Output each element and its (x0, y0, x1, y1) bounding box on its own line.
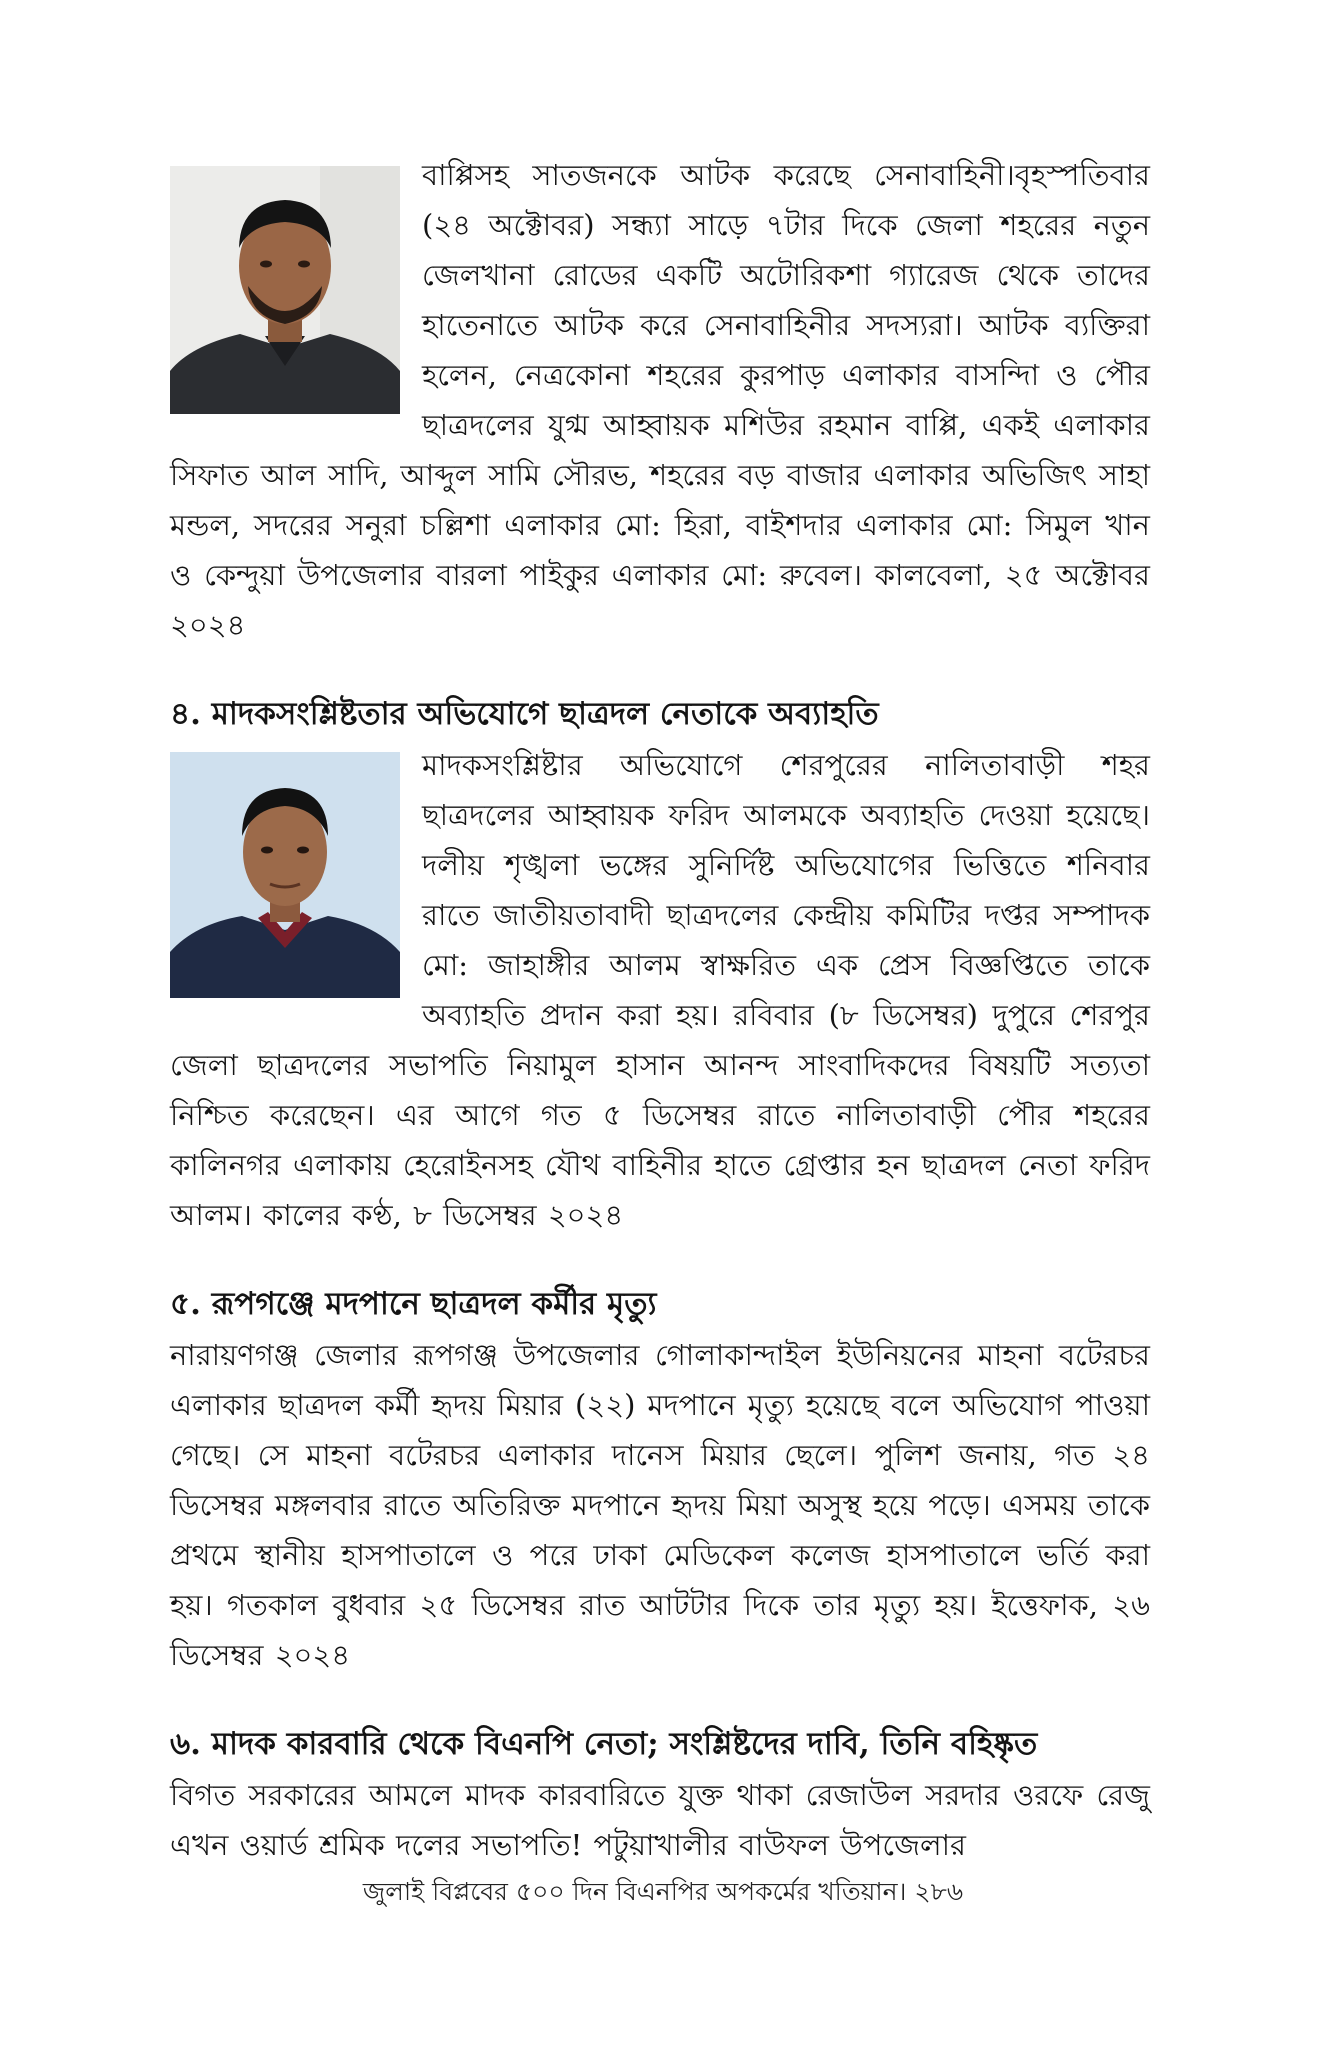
news-item-3-text: বাপ্পিসহ সাতজনকে আটক করেছে সেনাবাহিনী।বৃহস্পতিবার (২৪ অক্টোবর) সন্ধ্যা সাড়ে ৭টার দিকে জেলা শহরের নতুন জেলখানা রোডের একটি অটোরিকশা গ্যারেজ থেকে তাদের হাতেনাতে আটক করে সেনাবাহিনীর সদস্যরা। আটক ব্যক্তিরা হলেন, নেত্রকোনা শহরের কুরপাড় এলাকার বাসন্দিা ও পৌর ছাত্রদলের যুগ্ম আহ্বায়ক মশিউর রহমান বাপ্পি, একই এলাকার সিফাত আল সাদি, আব্দুল সামি সৌরভ, শহরের বড় বাজার এলাকার অভিজিৎ সাহা মন্ডল, সদরের সনুরা চল্লিশা এলাকার মো: হিরা, বাইশদার এলাকার মো: সিমুল খান ও কেন্দুয়া উপজেলার বারলা পাইকুর এলাকার মো: রুবেল। কালবেলা, ২৫ অক্টোবর ২০২৪ (170, 158, 1150, 642)
portrait-photo-2 (170, 752, 400, 998)
news-item-4 (170, 692, 1150, 1240)
news-item-5-headline: ৫. রূপগঞ্জে মদপানে ছাত্রদল কর্মীর মৃত্যু (170, 1286, 657, 1322)
news-item-3-continuation (170, 150, 1150, 650)
news-item-4-text: মাদকসংশ্লিষ্টার অভিযোগে শেরপুরের নালিতাবাড়ী শহর ছাত্রদলের আহ্বায়ক ফরিদ আলমকে অব্যাহতি দেওয়া হয়েছে। দলীয় শৃঙ্খলা ভঙ্গের সুনির্দিষ্ট অভিযোগের ভিত্তিতে শনিবার রাতে জাতীয়তাবাদী ছাত্রদলের কেন্দ্রীয় কমিটির দপ্তর সম্পাদক মো: জাহাঙ্গীর আলম স্বাক্ষরিত এক প্রেস বিজ্ঞপ্তিতে তাকে অব্যাহতি প্রদান করা হয়। রবিবার (৮ ডিসেম্বর) দুপুরে শেরপুর জেলা ছাত্রদলের সভাপতি নিয়ামুল হাসান আনন্দ সাংবাদিকদের বিষয়টি সত্যতা নিশ্চিত করেছেন। এর আগে গত ৫ ডিসেম্বর রাতে নালিতাবাড়ী পৌর শহরের কালিনগর এলাকায় হেরোইনসহ যৌথ বাহিনীর হাতে গ্রেপ্তার হন ছাত্রদল নেতা ফরিদ আলম। কালের কণ্ঠ, ৮ ডিসেম্বর ২০২৪ (170, 748, 1150, 1232)
person-photo-illustration (170, 166, 400, 414)
page-footer: জুলাই বিপ্লবের ৫০০ দিন বিএনপির অপকর্মের খতিয়ান। ২৮৬ (362, 1877, 964, 1906)
article-body (170, 150, 1150, 1870)
news-item-6-text: বিগত সরকারের আমলে মাদক কারবারিতে যুক্ত থাকা রেজাউল সরদার ওরফে রেজু এখন ওয়ার্ড শ্রমিক দলের সভাপতি! পটুয়াখালীর বাউফল উপজেলার (170, 1778, 1150, 1862)
person-photo-illustration (170, 752, 400, 998)
news-item-6 (170, 1722, 1150, 1870)
news-item-6-headline: ৬. মাদক কারবারি থেকে বিএনপি নেতা; সংশ্লিষ্টদের দাবি, তিনি বহিষ্কৃত (170, 1726, 1038, 1762)
news-item-4-headline: ৪. মাদকসংশ্লিষ্টতার অভিযোগে ছাত্রদল নেতাকে অব্যাহতি (170, 696, 879, 732)
news-item-5 (170, 1282, 1150, 1680)
portrait-photo-1 (170, 166, 400, 414)
news-item-5-text: নারায়ণগঞ্জ জেলার রূপগঞ্জ উপজেলার গোলাকান্দাইল ইউনিয়নের মাহনা বটেরচর এলাকার ছাত্রদল কর্মী হৃদয় মিয়ার (২২) মদপানে মৃত্যু হয়েছে বলে অভিযোগ পাওয়া গেছে। সে মাহনা বটেরচর এলাকার দানেস মিয়ার ছেলে। পুলিশ জনায়, গত ২৪ ডিসেম্বর মঙ্গলবার রাতে অতিরিক্ত মদপানে হৃদয় মিয়া অসুস্থ হয়ে পড়ে। এসময় তাকে প্রথমে স্থানীয় হাসপাতালে ও পরে ঢাকা মেডিকেল কলেজ হাসপাতালে ভর্তি করা হয়। গতকাল বুধবার ২৫ ডিসেম্বর রাত আটটার দিকে তার মৃত্যু হয়। ইত্তেফাক, ২৬ ডিসেম্বর ২০২৪ (170, 1338, 1150, 1672)
